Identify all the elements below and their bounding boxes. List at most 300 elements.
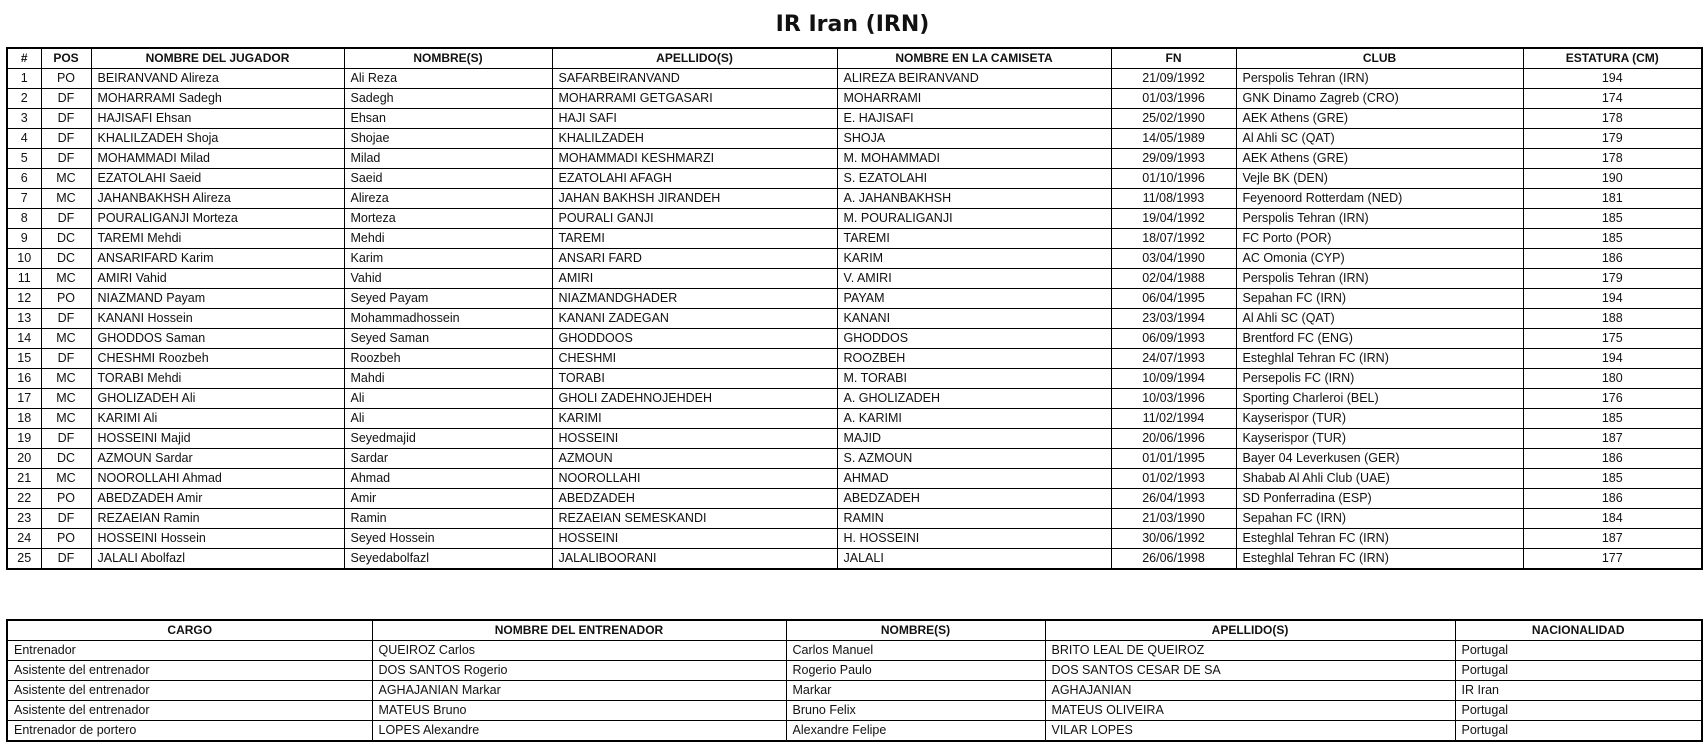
table-cell: MAJID — [837, 429, 1111, 449]
table-cell: POURALIGANJI Morteza — [91, 209, 344, 229]
table-cell: 1 — [7, 69, 41, 89]
table-cell: CHESHMI Roozbeh — [91, 349, 344, 369]
table-cell: Sepahan FC (IRN) — [1236, 509, 1523, 529]
table-cell: DF — [41, 429, 91, 449]
table-cell: MC — [41, 329, 91, 349]
table-cell: 188 — [1523, 309, 1702, 329]
table-cell: GHODDOS Saman — [91, 329, 344, 349]
table-cell: LOPES Alexandre — [372, 721, 786, 742]
table-cell: KARIMI Ali — [91, 409, 344, 429]
table-cell: HOSSEINI Hossein — [91, 529, 344, 549]
table-cell: 14/05/1989 — [1111, 129, 1236, 149]
table-cell: 176 — [1523, 389, 1702, 409]
players-column-header: NOMBRE EN LA CAMISETA — [837, 48, 1111, 69]
table-cell: Sardar — [344, 449, 552, 469]
table-cell: 185 — [1523, 229, 1702, 249]
table-cell: DF — [41, 89, 91, 109]
table-cell: 194 — [1523, 289, 1702, 309]
table-cell: Vejle BK (DEN) — [1236, 169, 1523, 189]
table-cell: DF — [41, 509, 91, 529]
table-cell: 178 — [1523, 149, 1702, 169]
table-cell: Amir — [344, 489, 552, 509]
table-cell: 11 — [7, 269, 41, 289]
table-cell: Bruno Felix — [786, 701, 1045, 721]
table-cell: Milad — [344, 149, 552, 169]
table-cell: Perspolis Tehran (IRN) — [1236, 209, 1523, 229]
table-cell: 11/02/1994 — [1111, 409, 1236, 429]
table-cell: PO — [41, 489, 91, 509]
table-cell: Vahid — [344, 269, 552, 289]
table-row — [7, 269, 1702, 289]
table-cell: 21/03/1990 — [1111, 509, 1236, 529]
table-cell: AC Omonia (CYP) — [1236, 249, 1523, 269]
table-row — [7, 309, 1702, 329]
table-cell: Seyedmajid — [344, 429, 552, 449]
table-cell: IR Iran — [1455, 681, 1702, 701]
table-cell: GHOLI ZADEHNOJEHDEH — [552, 389, 837, 409]
table-cell: 18/07/1992 — [1111, 229, 1236, 249]
table-cell: 4 — [7, 129, 41, 149]
table-cell: AZMOUN Sardar — [91, 449, 344, 469]
table-cell: Karim — [344, 249, 552, 269]
table-cell: PAYAM — [837, 289, 1111, 309]
table-cell: 190 — [1523, 169, 1702, 189]
table-cell: A. GHOLIZADEH — [837, 389, 1111, 409]
table-cell: Entrenador — [7, 641, 372, 661]
table-cell: 01/03/1996 — [1111, 89, 1236, 109]
table-cell: 184 — [1523, 509, 1702, 529]
table-cell: Brentford FC (ENG) — [1236, 329, 1523, 349]
table-cell: Mehdi — [344, 229, 552, 249]
table-cell: NIAZMAND Payam — [91, 289, 344, 309]
table-cell: Asistente del entrenador — [7, 661, 372, 681]
table-cell: 194 — [1523, 69, 1702, 89]
table-cell: 185 — [1523, 469, 1702, 489]
table-cell: 29/09/1993 — [1111, 149, 1236, 169]
table-cell: KARIM — [837, 249, 1111, 269]
table-cell: CHESHMI — [552, 349, 837, 369]
table-cell: 19/04/1992 — [1111, 209, 1236, 229]
table-cell: Roozbeh — [344, 349, 552, 369]
table-cell: Ahmad — [344, 469, 552, 489]
table-cell: 179 — [1523, 269, 1702, 289]
table-cell: Saeid — [344, 169, 552, 189]
table-cell: Perspolis Tehran (IRN) — [1236, 69, 1523, 89]
table-row — [7, 429, 1702, 449]
table-cell: 187 — [1523, 429, 1702, 449]
table-cell: 20 — [7, 449, 41, 469]
table-cell: Esteghlal Tehran FC (IRN) — [1236, 349, 1523, 369]
table-cell: 18 — [7, 409, 41, 429]
staff-column-header: APELLIDO(S) — [1045, 620, 1455, 641]
table-row — [7, 389, 1702, 409]
table-cell: FC Porto (POR) — [1236, 229, 1523, 249]
table-cell: MC — [41, 389, 91, 409]
table-cell: Bayer 04 Leverkusen (GER) — [1236, 449, 1523, 469]
table-cell: 23/03/1994 — [1111, 309, 1236, 329]
table-cell: 24/07/1993 — [1111, 349, 1236, 369]
staff-column-header: CARGO — [7, 620, 372, 641]
table-cell: AEK Athens (GRE) — [1236, 109, 1523, 129]
table-cell: Portugal — [1455, 721, 1702, 742]
table-cell: M. MOHAMMADI — [837, 149, 1111, 169]
table-cell: RAMIN — [837, 509, 1111, 529]
table-cell: 21 — [7, 469, 41, 489]
table-cell: 3 — [7, 109, 41, 129]
table-cell: Shabab Al Ahli Club (UAE) — [1236, 469, 1523, 489]
staff-header-row — [7, 620, 1702, 641]
table-cell: ANSARI FARD — [552, 249, 837, 269]
table-cell: Esteghlal Tehran FC (IRN) — [1236, 529, 1523, 549]
table-cell: Seyed Payam — [344, 289, 552, 309]
table-row — [7, 349, 1702, 369]
players-table — [6, 47, 1703, 570]
table-cell: Ali — [344, 389, 552, 409]
table-cell: Portugal — [1455, 661, 1702, 681]
table-row — [7, 489, 1702, 509]
table-cell: PO — [41, 69, 91, 89]
table-cell: 03/04/1990 — [1111, 249, 1236, 269]
table-row — [7, 409, 1702, 429]
table-cell: H. HOSSEINI — [837, 529, 1111, 549]
table-cell: Seyed Saman — [344, 329, 552, 349]
table-cell: 194 — [1523, 349, 1702, 369]
table-cell: Asistente del entrenador — [7, 701, 372, 721]
table-cell: PO — [41, 289, 91, 309]
table-cell: JALALI Abolfazl — [91, 549, 344, 570]
players-column-header: CLUB — [1236, 48, 1523, 69]
table-cell: 186 — [1523, 449, 1702, 469]
table-cell: KANANI — [837, 309, 1111, 329]
table-cell: 10/09/1994 — [1111, 369, 1236, 389]
table-cell: 9 — [7, 229, 41, 249]
table-cell: KANANI Hossein — [91, 309, 344, 329]
table-cell: 06/04/1995 — [1111, 289, 1236, 309]
table-cell: HOSSEINI — [552, 429, 837, 449]
table-cell: 01/01/1995 — [1111, 449, 1236, 469]
players-column-header: NOMBRE DEL JUGADOR — [91, 48, 344, 69]
table-cell: ABEDZADEH — [837, 489, 1111, 509]
table-cell: 26/04/1993 — [1111, 489, 1236, 509]
table-cell: DF — [41, 349, 91, 369]
table-cell: 175 — [1523, 329, 1702, 349]
players-body — [7, 69, 1702, 570]
table-cell: MOHARRAMI Sadegh — [91, 89, 344, 109]
table-cell: Portugal — [1455, 641, 1702, 661]
players-header-row — [7, 48, 1702, 69]
table-cell: GNK Dinamo Zagreb (CRO) — [1236, 89, 1523, 109]
table-cell: 15 — [7, 349, 41, 369]
table-cell: Sepahan FC (IRN) — [1236, 289, 1523, 309]
table-cell: Asistente del entrenador — [7, 681, 372, 701]
staff-column-header: NOMBRE DEL ENTRENADOR — [372, 620, 786, 641]
table-cell: 178 — [1523, 109, 1702, 129]
table-cell: AMIRI — [552, 269, 837, 289]
table-row — [7, 89, 1702, 109]
players-column-header: POS — [41, 48, 91, 69]
table-cell: 22 — [7, 489, 41, 509]
table-cell: 177 — [1523, 549, 1702, 570]
table-cell: PO — [41, 529, 91, 549]
table-cell: HAJISAFI Ehsan — [91, 109, 344, 129]
table-cell: ABEDZADEH — [552, 489, 837, 509]
staff-column-header: NOMBRE(S) — [786, 620, 1045, 641]
table-cell: M. POURALIGANJI — [837, 209, 1111, 229]
table-cell: ABEDZADEH Amir — [91, 489, 344, 509]
table-cell: 02/04/1988 — [1111, 269, 1236, 289]
table-row — [7, 701, 1702, 721]
table-cell: VILAR LOPES — [1045, 721, 1455, 742]
table-cell: 5 — [7, 149, 41, 169]
table-cell: GHODDOOS — [552, 329, 837, 349]
table-cell: Kayserispor (TUR) — [1236, 409, 1523, 429]
table-cell: POURALI GANJI — [552, 209, 837, 229]
staff-column-header: NACIONALIDAD — [1455, 620, 1702, 641]
table-row — [7, 369, 1702, 389]
table-cell: Mahdi — [344, 369, 552, 389]
table-cell: Esteghlal Tehran FC (IRN) — [1236, 549, 1523, 570]
table-cell: AMIRI Vahid — [91, 269, 344, 289]
table-cell: EZATOLAHI Saeid — [91, 169, 344, 189]
table-cell: 12 — [7, 289, 41, 309]
table-cell: DF — [41, 549, 91, 570]
table-row — [7, 109, 1702, 129]
table-cell: 11/08/1993 — [1111, 189, 1236, 209]
table-cell: JAHANBAKHSH Alireza — [91, 189, 344, 209]
table-cell: DC — [41, 249, 91, 269]
page-title: IR Iran (IRN) — [775, 12, 930, 37]
table-cell: 13 — [7, 309, 41, 329]
table-cell: 181 — [1523, 189, 1702, 209]
players-column-header: # — [7, 48, 41, 69]
table-cell: AGHAJANIAN — [1045, 681, 1455, 701]
table-cell: Ali Reza — [344, 69, 552, 89]
table-cell: REZAEIAN Ramin — [91, 509, 344, 529]
table-cell: QUEIROZ Carlos — [372, 641, 786, 661]
table-cell: 179 — [1523, 129, 1702, 149]
table-cell: 17 — [7, 389, 41, 409]
table-cell: Morteza — [344, 209, 552, 229]
table-cell: MATEUS OLIVEIRA — [1045, 701, 1455, 721]
table-row — [7, 641, 1702, 661]
table-row — [7, 721, 1702, 742]
table-cell: Perspolis Tehran (IRN) — [1236, 269, 1523, 289]
table-cell: 185 — [1523, 209, 1702, 229]
table-row — [7, 329, 1702, 349]
table-cell: Entrenador de portero — [7, 721, 372, 742]
table-cell: ROOZBEH — [837, 349, 1111, 369]
table-cell: 6 — [7, 169, 41, 189]
table-cell: 16 — [7, 369, 41, 389]
table-cell: DF — [41, 109, 91, 129]
table-row — [7, 209, 1702, 229]
table-cell: 2 — [7, 89, 41, 109]
players-column-header: NOMBRE(S) — [344, 48, 552, 69]
table-cell: AHMAD — [837, 469, 1111, 489]
table-cell: Sadegh — [344, 89, 552, 109]
table-cell: Al Ahli SC (QAT) — [1236, 309, 1523, 329]
table-row — [7, 661, 1702, 681]
table-cell: AEK Athens (GRE) — [1236, 149, 1523, 169]
table-cell: Ramin — [344, 509, 552, 529]
table-row — [7, 289, 1702, 309]
table-cell: 10 — [7, 249, 41, 269]
table-cell: DF — [41, 309, 91, 329]
table-cell: KHALILZADEH — [552, 129, 837, 149]
table-cell: SAFARBEIRANVAND — [552, 69, 837, 89]
table-cell: JALALIBOORANI — [552, 549, 837, 570]
table-cell: MC — [41, 189, 91, 209]
table-cell: Ali — [344, 409, 552, 429]
table-cell: GHODDOS — [837, 329, 1111, 349]
table-cell: 8 — [7, 209, 41, 229]
table-cell: DOS SANTOS CESAR DE SA — [1045, 661, 1455, 681]
table-cell: 21/09/1992 — [1111, 69, 1236, 89]
table-cell: Rogerio Paulo — [786, 661, 1045, 681]
table-row — [7, 169, 1702, 189]
table-row — [7, 149, 1702, 169]
table-cell: MOHARRAMI — [837, 89, 1111, 109]
table-cell: MC — [41, 409, 91, 429]
table-row — [7, 509, 1702, 529]
table-cell: 01/02/1993 — [1111, 469, 1236, 489]
table-row — [7, 249, 1702, 269]
table-cell: DF — [41, 149, 91, 169]
table-cell: MATEUS Bruno — [372, 701, 786, 721]
table-cell: MOHAMMADI Milad — [91, 149, 344, 169]
table-cell: 25 — [7, 549, 41, 570]
table-cell: TAREMI — [552, 229, 837, 249]
table-cell: 20/06/1996 — [1111, 429, 1236, 449]
table-cell: 14 — [7, 329, 41, 349]
table-cell: EZATOLAHI AFAGH — [552, 169, 837, 189]
table-row — [7, 681, 1702, 701]
table-cell: BEIRANVAND Alireza — [91, 69, 344, 89]
players-column-header: FN — [1111, 48, 1236, 69]
table-cell: Mohammadhossein — [344, 309, 552, 329]
table-cell: Feyenoord Rotterdam (NED) — [1236, 189, 1523, 209]
table-cell: DF — [41, 129, 91, 149]
staff-body — [7, 641, 1702, 742]
table-cell: S. AZMOUN — [837, 449, 1111, 469]
table-cell: DOS SANTOS Rogerio — [372, 661, 786, 681]
table-cell: HAJI SAFI — [552, 109, 837, 129]
table-cell: 26/06/1998 — [1111, 549, 1236, 570]
table-cell: TAREMI Mehdi — [91, 229, 344, 249]
table-cell: 186 — [1523, 489, 1702, 509]
table-cell: 01/10/1996 — [1111, 169, 1236, 189]
table-cell: SHOJA — [837, 129, 1111, 149]
table-cell: Seyed Hossein — [344, 529, 552, 549]
table-cell: Persepolis FC (IRN) — [1236, 369, 1523, 389]
table-cell: Carlos Manuel — [786, 641, 1045, 661]
table-cell: DF — [41, 209, 91, 229]
table-cell: MC — [41, 269, 91, 289]
table-cell: Portugal — [1455, 701, 1702, 721]
table-cell: 187 — [1523, 529, 1702, 549]
table-cell: KARIMI — [552, 409, 837, 429]
table-cell: 25/02/1990 — [1111, 109, 1236, 129]
table-cell: 185 — [1523, 409, 1702, 429]
table-cell: REZAEIAN SEMESKANDI — [552, 509, 837, 529]
table-cell: SD Ponferradina (ESP) — [1236, 489, 1523, 509]
table-row — [7, 189, 1702, 209]
table-cell: JALALI — [837, 549, 1111, 570]
table-cell: KHALILZADEH Shoja — [91, 129, 344, 149]
table-cell: NIAZMANDGHADER — [552, 289, 837, 309]
table-cell: M. TORABI — [837, 369, 1111, 389]
table-cell: 24 — [7, 529, 41, 549]
table-cell: AZMOUN — [552, 449, 837, 469]
table-cell: TORABI — [552, 369, 837, 389]
table-cell: DC — [41, 229, 91, 249]
table-cell: MOHARRAMI GETGASARI — [552, 89, 837, 109]
table-cell: 186 — [1523, 249, 1702, 269]
table-cell: 174 — [1523, 89, 1702, 109]
table-cell: MOHAMMADI KESHMARZI — [552, 149, 837, 169]
table-cell: 23 — [7, 509, 41, 529]
players-column-header: ESTATURA (CM) — [1523, 48, 1702, 69]
table-cell: HOSSEINI Majid — [91, 429, 344, 449]
table-row — [7, 449, 1702, 469]
table-cell: 10/03/1996 — [1111, 389, 1236, 409]
table-cell: TORABI Mehdi — [91, 369, 344, 389]
table-cell: MC — [41, 369, 91, 389]
table-cell: KANANI ZADEGAN — [552, 309, 837, 329]
table-cell: TAREMI — [837, 229, 1111, 249]
table-cell: E. HAJISAFI — [837, 109, 1111, 129]
players-column-header: APELLIDO(S) — [552, 48, 837, 69]
table-cell: HOSSEINI — [552, 529, 837, 549]
table-row — [7, 469, 1702, 489]
table-row — [7, 129, 1702, 149]
table-cell: 180 — [1523, 369, 1702, 389]
table-cell: Markar — [786, 681, 1045, 701]
table-cell: 7 — [7, 189, 41, 209]
table-cell: Seyedabolfazl — [344, 549, 552, 570]
table-cell: JAHAN BAKHSH JIRANDEH — [552, 189, 837, 209]
table-cell: S. EZATOLAHI — [837, 169, 1111, 189]
table-cell: A. KARIMI — [837, 409, 1111, 429]
table-cell: Kayserispor (TUR) — [1236, 429, 1523, 449]
table-cell: Al Ahli SC (QAT) — [1236, 129, 1523, 149]
table-row — [7, 69, 1702, 89]
table-cell: GHOLIZADEH Ali — [91, 389, 344, 409]
table-cell: NOOROLLAHI Ahmad — [91, 469, 344, 489]
table-cell: ALIREZA BEIRANVAND — [837, 69, 1111, 89]
table-cell: BRITO LEAL DE QUEIROZ — [1045, 641, 1455, 661]
table-cell: 19 — [7, 429, 41, 449]
table-cell: Shojae — [344, 129, 552, 149]
table-cell: DC — [41, 449, 91, 469]
table-cell: 30/06/1992 — [1111, 529, 1236, 549]
table-cell: A. JAHANBAKHSH — [837, 189, 1111, 209]
table-cell: MC — [41, 169, 91, 189]
table-cell: Ehsan — [344, 109, 552, 129]
table-cell: NOOROLLAHI — [552, 469, 837, 489]
table-cell: ANSARIFARD Karim — [91, 249, 344, 269]
table-row — [7, 549, 1702, 570]
table-cell: Alexandre Felipe — [786, 721, 1045, 742]
staff-table — [6, 619, 1703, 742]
table-cell: AGHAJANIAN Markar — [372, 681, 786, 701]
table-cell: MC — [41, 469, 91, 489]
table-cell: Alireza — [344, 189, 552, 209]
table-cell: Sporting Charleroi (BEL) — [1236, 389, 1523, 409]
table-row — [7, 529, 1702, 549]
table-cell: 06/09/1993 — [1111, 329, 1236, 349]
table-cell: V. AMIRI — [837, 269, 1111, 289]
